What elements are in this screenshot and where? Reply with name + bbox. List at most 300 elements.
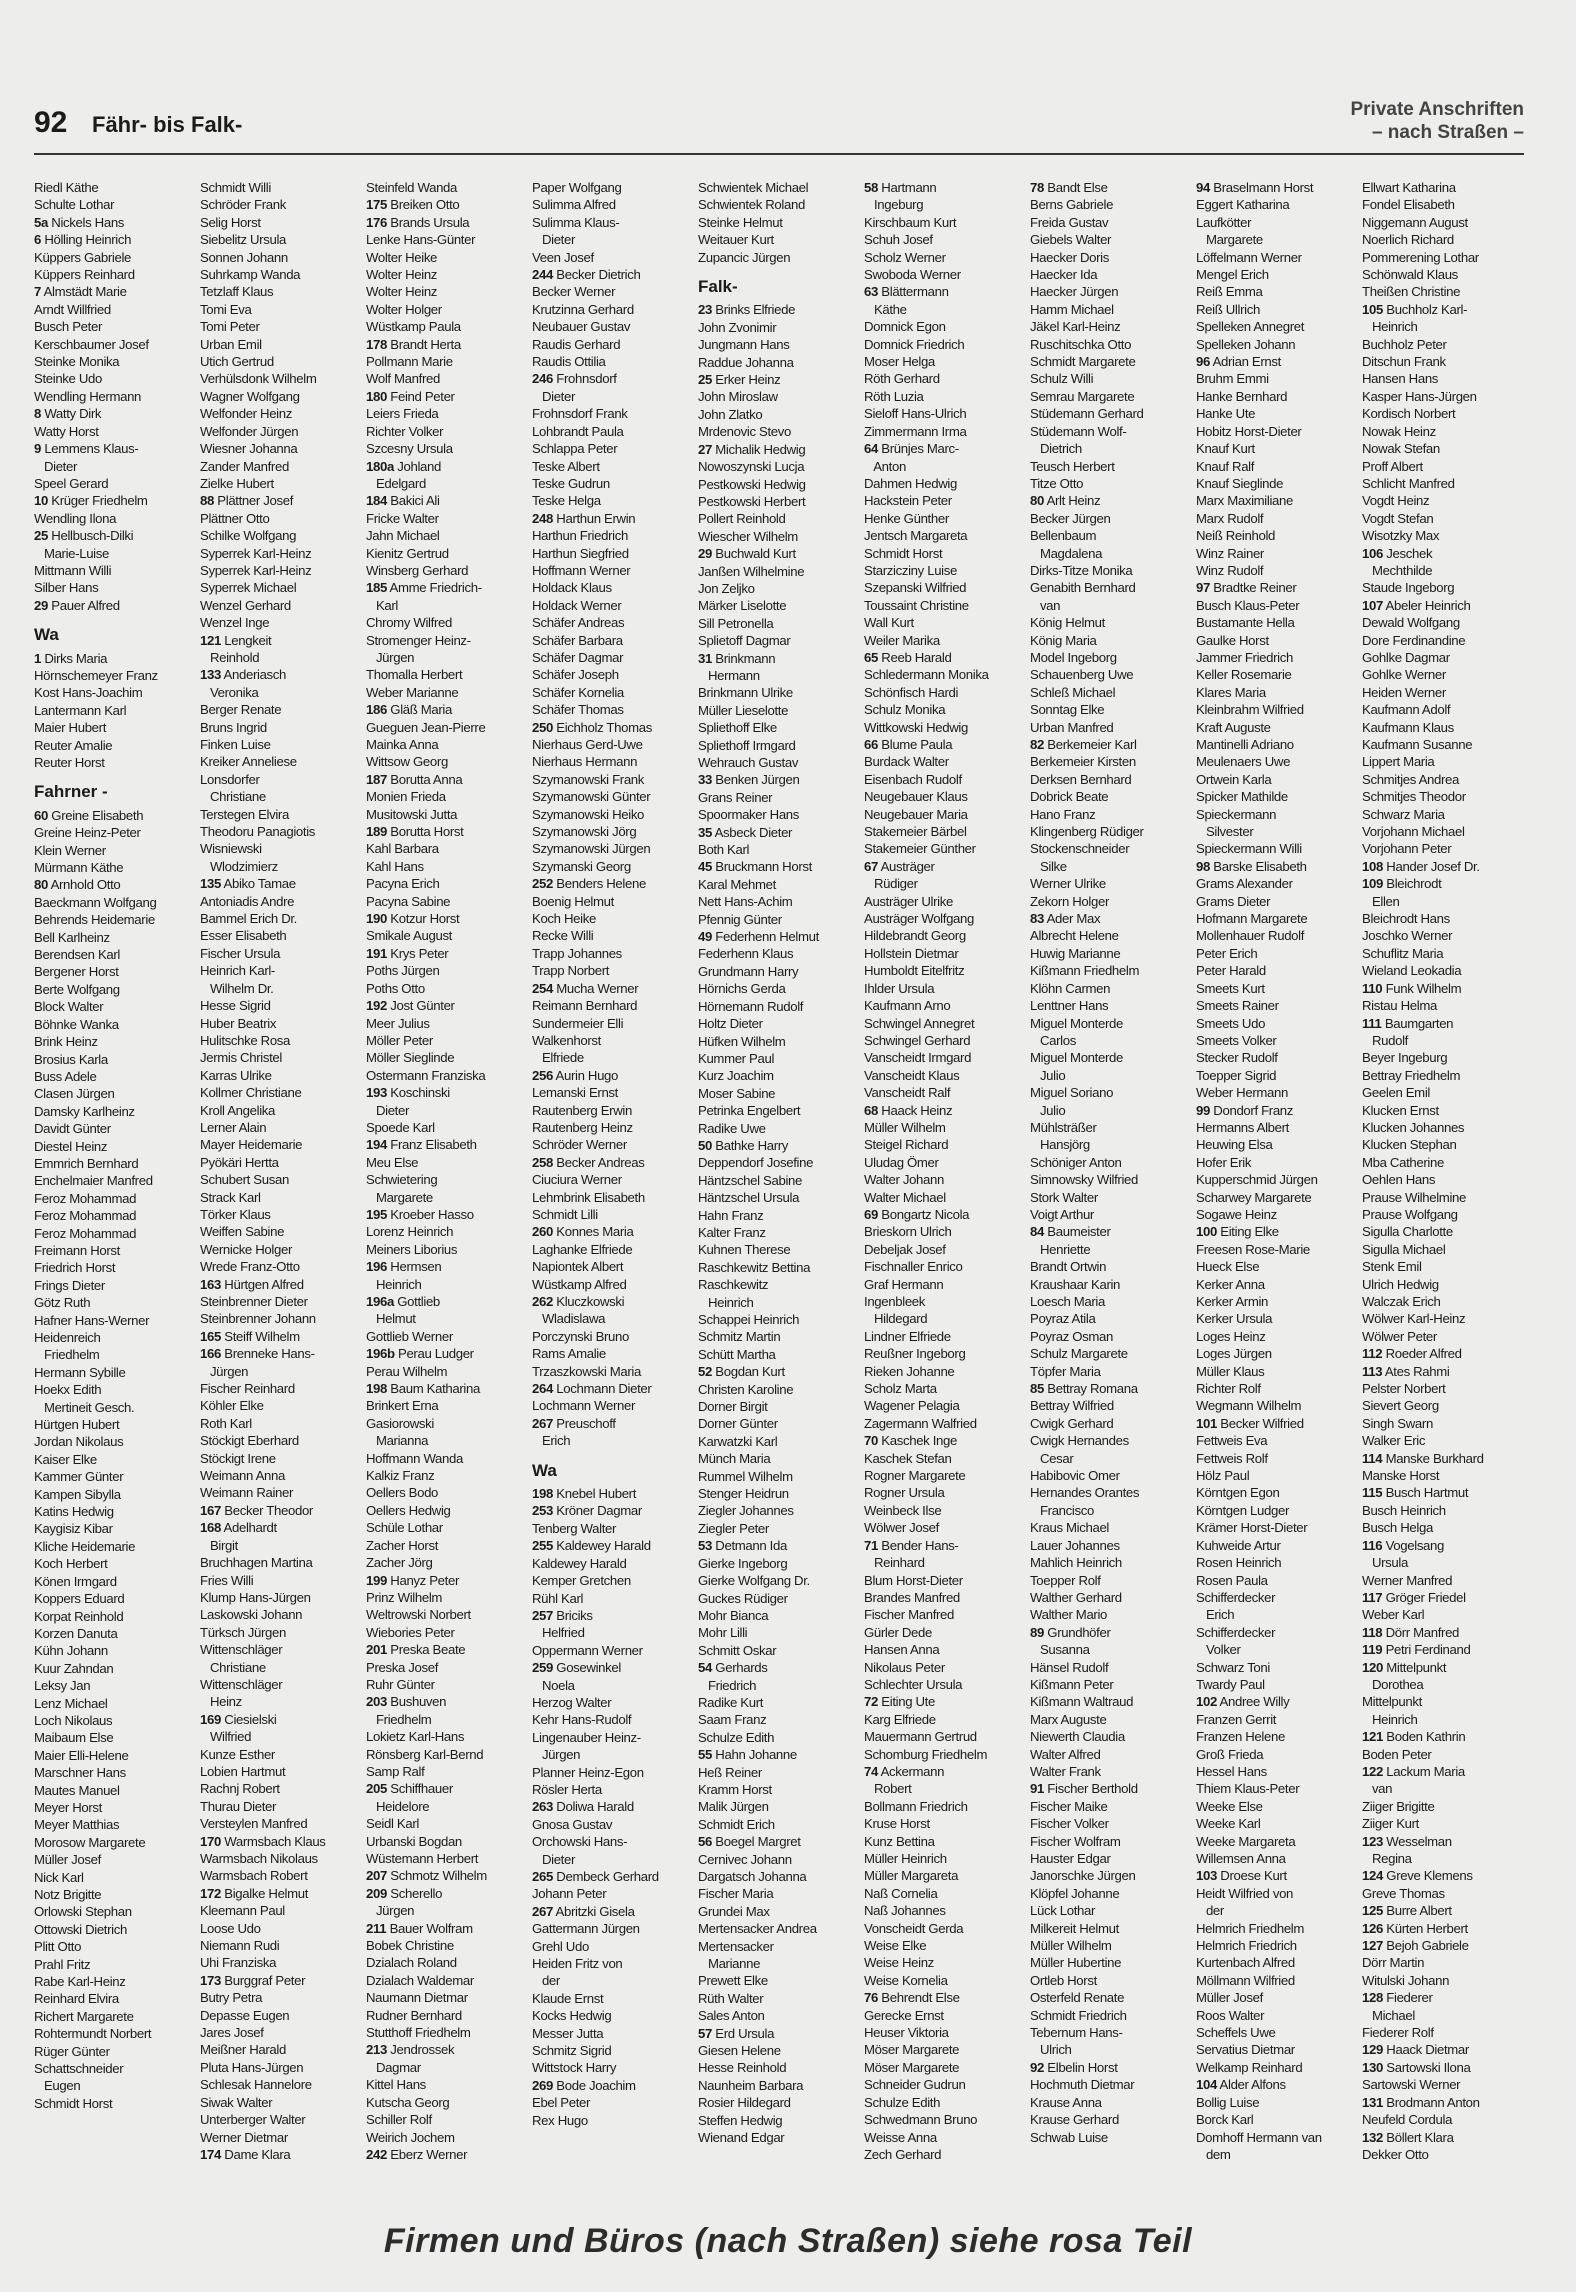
directory-entry bbox=[200, 1606, 362, 1623]
directory-entry bbox=[1362, 753, 1524, 770]
resident-name: Bandt Else bbox=[1047, 180, 1108, 195]
resident-name: Haecker Ida bbox=[1030, 267, 1098, 283]
resident-name: Möller Sieglinde bbox=[366, 1050, 455, 1066]
resident-name: Kurz Joachim bbox=[698, 1068, 774, 1084]
directory-entry bbox=[34, 946, 196, 963]
resident-name: Schwarz Toni bbox=[1196, 1659, 1270, 1675]
resident-name: Enchelmaier Manfred bbox=[34, 1173, 153, 1189]
resident-name: Silke bbox=[1030, 858, 1067, 874]
resident-name: Federhenn Helmut bbox=[715, 929, 819, 945]
resident-name: Neubauer Gustav bbox=[532, 319, 631, 335]
directory-entry bbox=[864, 1189, 1026, 1206]
resident-name: Lochmann Dieter bbox=[556, 1381, 652, 1397]
directory-entry bbox=[1030, 649, 1192, 666]
resident-name: Elfriede bbox=[532, 1050, 584, 1066]
resident-name: Porczynski Bruno bbox=[532, 1328, 630, 1344]
resident-name: Urbanski Bogdan bbox=[366, 1833, 462, 1849]
resident-name: Syperrek Michael bbox=[200, 580, 297, 596]
resident-name: Urban Manfred bbox=[1030, 719, 1114, 735]
directory-entry bbox=[864, 301, 1026, 318]
directory-entry bbox=[532, 1310, 694, 1327]
directory-entry bbox=[532, 249, 694, 266]
directory-entry bbox=[200, 1833, 362, 1850]
directory-entry bbox=[34, 998, 196, 1015]
resident-name: Müller Josef bbox=[34, 1852, 101, 1868]
resident-name: Dorothea bbox=[1362, 1676, 1424, 1692]
resident-name: Hermann Sybille bbox=[34, 1364, 126, 1380]
house-number: 60 bbox=[34, 807, 48, 823]
house-number: 180 bbox=[366, 388, 387, 404]
resident-name: Spieckermann Willi bbox=[1196, 841, 1302, 857]
resident-name: Benders Helene bbox=[556, 876, 646, 892]
resident-name: Fettweis Eva bbox=[1196, 1433, 1268, 1449]
directory-entry bbox=[698, 719, 860, 736]
resident-name: Rönsberg Karl-Bernd bbox=[366, 1746, 484, 1762]
resident-name: Lohbrandt Paula bbox=[532, 423, 624, 439]
directory-entry bbox=[698, 1990, 860, 2007]
resident-name: Erker Heinz bbox=[715, 372, 781, 388]
resident-name: Busch Peter bbox=[34, 319, 102, 335]
resident-name: Pfennig Günter bbox=[698, 911, 782, 927]
directory-entry bbox=[1196, 1467, 1358, 1484]
resident-name: Heiden Fritz von bbox=[532, 1956, 623, 1972]
resident-name: Müller Margareta bbox=[864, 1868, 959, 1884]
resident-name: Samp Ralf bbox=[366, 1763, 425, 1779]
directory-entry bbox=[698, 1798, 860, 1815]
resident-name: Wendling Ilona bbox=[34, 510, 117, 526]
directory-entry bbox=[34, 1990, 196, 2007]
resident-name: Boegel Margret bbox=[715, 1834, 801, 1850]
directory-entry bbox=[1196, 579, 1358, 596]
resident-name: Verhülsdonk Wilhelm bbox=[200, 371, 317, 387]
directory-entry bbox=[1196, 1015, 1358, 1032]
directory-entry bbox=[34, 2060, 196, 2077]
directory-entry bbox=[1362, 2094, 1524, 2111]
resident-name: Watty Horst bbox=[34, 423, 99, 439]
directory-entry bbox=[864, 266, 1026, 283]
house-number: 10 bbox=[34, 493, 48, 509]
directory-entry bbox=[698, 1955, 860, 1972]
directory-entry bbox=[864, 423, 1026, 440]
directory-entry bbox=[1362, 423, 1524, 440]
directory-entry bbox=[698, 1120, 860, 1137]
resident-name: Bode Joachim bbox=[556, 2077, 636, 2093]
directory-entry bbox=[1030, 1032, 1192, 1049]
house-number: 199 bbox=[366, 1572, 387, 1588]
directory-entry bbox=[698, 1520, 860, 1537]
directory-entry bbox=[698, 1903, 860, 1920]
resident-name: Jordan Nikolaus bbox=[34, 1434, 124, 1450]
resident-name: Lackum Maria bbox=[1386, 1763, 1465, 1779]
directory-entry bbox=[366, 1659, 528, 1676]
resident-name: Brandt Herta bbox=[390, 336, 461, 352]
directory-entry bbox=[532, 336, 694, 353]
resident-name: Nickels Hans bbox=[51, 214, 125, 230]
resident-name: Weitauer Kurt bbox=[698, 232, 774, 248]
resident-name: Zacher Horst bbox=[366, 1537, 439, 1553]
directory-entry bbox=[698, 1746, 860, 1763]
directory-entry bbox=[366, 527, 528, 544]
resident-name: Klump Hans-Jürgen bbox=[200, 1589, 311, 1605]
directory-entry bbox=[864, 1902, 1026, 1919]
house-number: 85 bbox=[1030, 1381, 1044, 1397]
directory-entry bbox=[1196, 1067, 1358, 1084]
resident-name: Regina bbox=[1362, 1851, 1412, 1866]
house-number: 267 bbox=[532, 1903, 553, 1919]
directory-entry bbox=[532, 962, 694, 979]
resident-name: Gläß Maria bbox=[390, 702, 452, 718]
directory-entry bbox=[200, 1119, 362, 1136]
directory-entry bbox=[698, 1294, 860, 1311]
resident-name: Kraus Michael bbox=[1030, 1520, 1110, 1536]
directory-entry bbox=[1196, 2059, 1358, 2076]
house-number: 168 bbox=[200, 1520, 221, 1536]
house-number: 195 bbox=[366, 1206, 387, 1222]
resident-name: Huwig Marianne bbox=[1030, 945, 1121, 961]
resident-name: Steinbrenner Johann bbox=[200, 1311, 316, 1327]
resident-name: Laghanke Elfriede bbox=[532, 1241, 633, 1257]
resident-name: Trapp Johannes bbox=[532, 945, 622, 961]
resident-name: Briciks bbox=[556, 1607, 593, 1623]
directory-entry bbox=[366, 1606, 528, 1623]
directory-entry bbox=[1030, 893, 1192, 910]
directory-entry bbox=[1362, 318, 1524, 335]
resident-name: Scharwey Margarete bbox=[1196, 1189, 1312, 1205]
resident-name: Märker Liselotte bbox=[698, 598, 787, 614]
directory-entry bbox=[1362, 858, 1524, 875]
directory-entry bbox=[532, 1711, 694, 1728]
resident-name: Kraft Auguste bbox=[1196, 719, 1271, 735]
resident-name: Borutta Anna bbox=[390, 771, 463, 787]
resident-name: Ortleb Horst bbox=[1030, 1972, 1097, 1988]
directory-entry bbox=[200, 1067, 362, 1084]
directory-entry bbox=[1196, 1049, 1358, 1066]
directory-entry bbox=[1362, 1537, 1524, 1554]
resident-name: Harthun Friedrich bbox=[532, 528, 628, 544]
resident-name: Pluta Hans-Jürgen bbox=[200, 2059, 304, 2075]
resident-name: Welkamp Reinhard bbox=[1196, 2059, 1303, 2075]
directory-entry bbox=[1362, 1589, 1524, 1606]
resident-name: Weise Elke bbox=[864, 1938, 927, 1954]
resident-name: Mürmann Käthe bbox=[34, 860, 124, 876]
resident-name: Steinke Monika bbox=[34, 354, 120, 370]
directory-entry bbox=[200, 214, 362, 231]
resident-name: Schulz Monika bbox=[864, 702, 946, 718]
directory-entry bbox=[698, 1555, 860, 1572]
directory-entry bbox=[34, 1660, 196, 1677]
directory-entry bbox=[366, 1989, 528, 2006]
directory-entry bbox=[34, 1555, 196, 1572]
resident-name: Rosen Heinrich bbox=[1196, 1555, 1282, 1571]
resident-name: Schleß Michael bbox=[1030, 684, 1116, 700]
directory-entry bbox=[1362, 649, 1524, 666]
house-number: 133 bbox=[200, 667, 221, 683]
directory-entry bbox=[200, 1380, 362, 1397]
resident-name: Austräger Ulrike bbox=[864, 893, 953, 909]
directory-entry bbox=[200, 579, 362, 596]
directory-entry bbox=[34, 1329, 196, 1346]
directory-entry bbox=[864, 318, 1026, 335]
directory-entry bbox=[366, 823, 528, 840]
directory-entry bbox=[698, 1311, 860, 1328]
directory-entry bbox=[1030, 806, 1192, 823]
directory-entry bbox=[864, 458, 1026, 475]
directory-entry bbox=[1362, 475, 1524, 492]
directory-entry bbox=[366, 1798, 528, 1815]
resident-name: Hölling Heinrich bbox=[44, 232, 132, 248]
resident-name: Singh Swarn bbox=[1362, 1415, 1433, 1431]
resident-name: Rummel Wilhelm bbox=[698, 1468, 793, 1484]
directory-entry bbox=[366, 1885, 528, 1902]
resident-name: Schomburg Friedhelm bbox=[864, 1746, 988, 1762]
resident-name: Kordisch Norbert bbox=[1362, 406, 1456, 422]
directory-entry bbox=[200, 632, 362, 649]
resident-name: Haecker Jürgen bbox=[1030, 284, 1119, 300]
directory-entry bbox=[34, 318, 196, 335]
resident-name: Manske Burkhard bbox=[1385, 1450, 1484, 1466]
directory-entry bbox=[532, 1067, 694, 1084]
directory-entry bbox=[864, 1850, 1026, 1867]
resident-name: Walker Eric bbox=[1362, 1433, 1426, 1449]
directory-entry bbox=[34, 249, 196, 266]
directory-entry bbox=[1362, 719, 1524, 736]
house-number: 121 bbox=[1362, 1729, 1383, 1745]
directory-entry bbox=[698, 1851, 860, 1868]
resident-name: Müller Wilhelm bbox=[864, 1119, 946, 1135]
directory-entry bbox=[532, 1868, 694, 1885]
resident-name: Brandes Manfred bbox=[864, 1589, 960, 1605]
resident-name: Heß Reiner bbox=[698, 1764, 762, 1780]
directory-entry bbox=[1362, 1258, 1524, 1275]
resident-name: Albrecht Helene bbox=[1030, 928, 1119, 944]
directory-entry bbox=[366, 1397, 528, 1414]
directory-entry bbox=[864, 2024, 1026, 2041]
resident-name: Meer Julius bbox=[366, 1015, 430, 1031]
resident-name: Rogner Ursula bbox=[864, 1485, 945, 1501]
page-range-title: Fähr- bis Falk- bbox=[92, 112, 243, 137]
resident-name: Loose Udo bbox=[200, 1920, 261, 1936]
resident-name: Schwab Luise bbox=[1030, 2129, 1108, 2145]
resident-name: Hüfken Wilhelm bbox=[698, 1033, 786, 1049]
resident-name: Preska Josef bbox=[366, 1659, 439, 1675]
directory-entry bbox=[1030, 1102, 1192, 1119]
resident-name: Stork Walter bbox=[1030, 1189, 1098, 1205]
resident-name: dem bbox=[1196, 2146, 1231, 2162]
house-number: 169 bbox=[200, 1711, 221, 1727]
resident-name: Schlappa Peter bbox=[532, 441, 618, 457]
resident-name: Debeljak Josef bbox=[864, 1241, 946, 1257]
resident-name: Frohnsdorf Frank bbox=[532, 406, 628, 422]
directory-entry bbox=[698, 2094, 860, 2111]
resident-name: Pestkowski Herbert bbox=[698, 493, 806, 509]
resident-name: Bammel Erich Dr. bbox=[200, 911, 297, 927]
resident-name: Planner Heinz-Egon bbox=[532, 1764, 644, 1780]
directory-entry bbox=[200, 910, 362, 927]
directory-entry bbox=[1030, 1885, 1192, 1902]
directory-entry bbox=[34, 719, 196, 736]
directory-entry bbox=[34, 2077, 196, 2094]
resident-name: Holtz Dieter bbox=[698, 1016, 763, 1032]
resident-name: Röth Luzia bbox=[864, 388, 924, 404]
directory-entry bbox=[1362, 1136, 1524, 1153]
resident-name: Prause Wolfgang bbox=[1362, 1206, 1458, 1222]
resident-name: Berendsen Karl bbox=[34, 947, 121, 963]
house-number: 72 bbox=[864, 1694, 878, 1710]
resident-name: Hermanns Albert bbox=[1196, 1119, 1289, 1135]
resident-name: Schwingel Gerhard bbox=[864, 1032, 971, 1048]
resident-name: Chromy Wilfred bbox=[366, 615, 452, 631]
directory-entry bbox=[864, 1032, 1026, 1049]
resident-name: Veen Josef bbox=[532, 249, 594, 265]
resident-name: Schöniger Anton bbox=[1030, 1154, 1122, 1170]
resident-name: Rösler Herta bbox=[532, 1781, 602, 1797]
house-number: 267 bbox=[532, 1415, 553, 1431]
resident-name: Stöckigt Eberhard bbox=[200, 1433, 299, 1449]
directory-entry bbox=[1196, 1258, 1358, 1275]
house-number: 126 bbox=[1362, 1920, 1383, 1936]
directory-entry bbox=[200, 980, 362, 997]
resident-name: Dahmen Hedwig bbox=[864, 475, 957, 491]
directory-entry bbox=[1030, 1154, 1192, 1171]
resident-name: Dieter bbox=[532, 1851, 576, 1867]
resident-name: Uhi Franziska bbox=[200, 1955, 277, 1971]
resident-name: Rieken Johanne bbox=[864, 1363, 955, 1379]
resident-name: Benken Jürgen bbox=[715, 772, 800, 788]
directory-entry bbox=[532, 632, 694, 649]
resident-name: Wienand Edgar bbox=[698, 2130, 785, 2146]
directory-entry bbox=[1196, 1293, 1358, 1310]
resident-name: Teske Helga bbox=[532, 493, 601, 509]
resident-name: Kocks Hedwig bbox=[532, 2008, 612, 2024]
resident-name: Anton bbox=[864, 458, 906, 474]
directory-entry bbox=[366, 840, 528, 857]
resident-name: Weimann Anna bbox=[200, 1468, 285, 1484]
resident-name: Eichholz Thomas bbox=[556, 719, 652, 735]
directory-entry bbox=[698, 2059, 860, 2076]
directory-entry bbox=[1030, 1467, 1192, 1484]
directory-entry bbox=[1030, 945, 1192, 962]
resident-name: Plättner Otto bbox=[200, 510, 270, 526]
directory-entry bbox=[864, 1693, 1026, 1710]
resident-name: Walczak Erich bbox=[1362, 1294, 1441, 1309]
directory-entry bbox=[366, 1920, 528, 1937]
resident-name: Loges Heinz bbox=[1196, 1328, 1266, 1344]
directory-entry bbox=[1030, 1780, 1192, 1797]
house-number: 262 bbox=[532, 1294, 553, 1309]
resident-name: Stenger Heidrun bbox=[698, 1486, 789, 1502]
directory-entry bbox=[200, 1171, 362, 1188]
directory-entry bbox=[698, 1920, 860, 1937]
resident-name: Baeckmann Wolfgang bbox=[34, 894, 157, 910]
resident-name: Sartowski Werner bbox=[1362, 2077, 1461, 2093]
resident-name: Schönfisch Hardi bbox=[864, 684, 959, 700]
directory-entry bbox=[200, 1798, 362, 1815]
resident-name: Orlowski Stephan bbox=[34, 1904, 132, 1920]
resident-name: Stöckigt Irene bbox=[200, 1450, 276, 1466]
resident-name: Mühlsträßer bbox=[1030, 1119, 1097, 1135]
resident-name: Schledermann Monika bbox=[864, 667, 989, 683]
directory-entry bbox=[366, 388, 528, 405]
directory-entry bbox=[864, 1659, 1026, 1676]
directory-entry bbox=[532, 1276, 694, 1293]
directory-entry bbox=[366, 719, 528, 736]
directory-entry bbox=[532, 1920, 694, 1937]
house-number: 120 bbox=[1362, 1659, 1383, 1675]
house-number: 253 bbox=[532, 1503, 553, 1519]
house-number: 33 bbox=[698, 772, 712, 788]
resident-name: Müller Heinrich bbox=[864, 1851, 947, 1866]
directory-entry bbox=[366, 1032, 528, 1049]
directory-entry bbox=[366, 1328, 528, 1345]
directory-entry bbox=[1030, 1554, 1192, 1571]
resident-name: Poyraz Atila bbox=[1030, 1311, 1096, 1327]
directory-entry bbox=[864, 1763, 1026, 1780]
directory-entry bbox=[1030, 1693, 1192, 1710]
directory-entry bbox=[864, 1989, 1026, 2006]
directory-entry bbox=[1362, 1015, 1524, 1032]
resident-name: Burre Albert bbox=[1386, 1903, 1452, 1919]
directory-entry bbox=[34, 1433, 196, 1450]
directory-entry bbox=[34, 1190, 196, 1207]
resident-name: Smeets Rainer bbox=[1196, 998, 1279, 1014]
directory-entry bbox=[1030, 927, 1192, 944]
resident-name: Heinrich bbox=[698, 1294, 754, 1310]
resident-name: Krause Gerhard bbox=[1030, 2112, 1119, 2128]
directory-columns bbox=[34, 179, 1534, 2209]
resident-name: Richter Volker bbox=[366, 423, 444, 439]
resident-name: Müller Hubertine bbox=[1030, 1955, 1122, 1971]
directory-entry bbox=[864, 1606, 1026, 1623]
directory-entry bbox=[1196, 2146, 1358, 2163]
directory-entry bbox=[1196, 1676, 1358, 1693]
house-number: 113 bbox=[1362, 1363, 1383, 1379]
resident-name: Federhenn Klaus bbox=[698, 946, 794, 962]
resident-name: Kluczkowski bbox=[556, 1294, 625, 1309]
resident-name: Ziiger Brigitte bbox=[1362, 1798, 1435, 1814]
resident-name: Erd Ursula bbox=[715, 2025, 775, 2041]
resident-name: Kampen Sibylla bbox=[34, 1486, 121, 1502]
directory-entry bbox=[532, 614, 694, 631]
directory-entry bbox=[366, 492, 528, 509]
house-number: 109 bbox=[1362, 876, 1383, 892]
resident-name: Schlicht Manfred bbox=[1362, 475, 1455, 491]
resident-name: Hanyz Peter bbox=[390, 1572, 459, 1588]
resident-name: Bollmann Friedrich bbox=[864, 1798, 968, 1814]
resident-name: Krämer Horst-Dieter bbox=[1196, 1520, 1308, 1536]
resident-name: Simnowsky Wilfried bbox=[1030, 1172, 1139, 1188]
directory-entry bbox=[532, 1572, 694, 1589]
resident-name: Körntgen Egon bbox=[1196, 1485, 1280, 1501]
resident-name: Stakemeier Günther bbox=[864, 841, 976, 857]
house-number: 108 bbox=[1362, 858, 1383, 874]
resident-name: Ziegler Johannes bbox=[698, 1503, 794, 1519]
resident-name: Baumeister bbox=[1047, 1224, 1111, 1240]
resident-name: Smeets Volker bbox=[1196, 1032, 1277, 1048]
resident-name: Zacher Jörg bbox=[366, 1555, 433, 1571]
directory-entry bbox=[200, 1902, 362, 1919]
directory-entry bbox=[366, 510, 528, 527]
resident-name: Franzen Helene bbox=[1196, 1729, 1285, 1745]
directory-entry bbox=[34, 1207, 196, 1224]
directory-entry bbox=[34, 1590, 196, 1607]
directory-entry bbox=[1362, 1746, 1524, 1763]
directory-entry bbox=[864, 388, 1026, 405]
directory-entry bbox=[366, 562, 528, 579]
resident-name: Hildegard bbox=[864, 1311, 928, 1327]
resident-name: Gattermann Jürgen bbox=[532, 1921, 640, 1937]
resident-name: Suhrkamp Wanda bbox=[200, 267, 301, 283]
resident-name: Rautenberg Erwin bbox=[532, 1102, 632, 1118]
